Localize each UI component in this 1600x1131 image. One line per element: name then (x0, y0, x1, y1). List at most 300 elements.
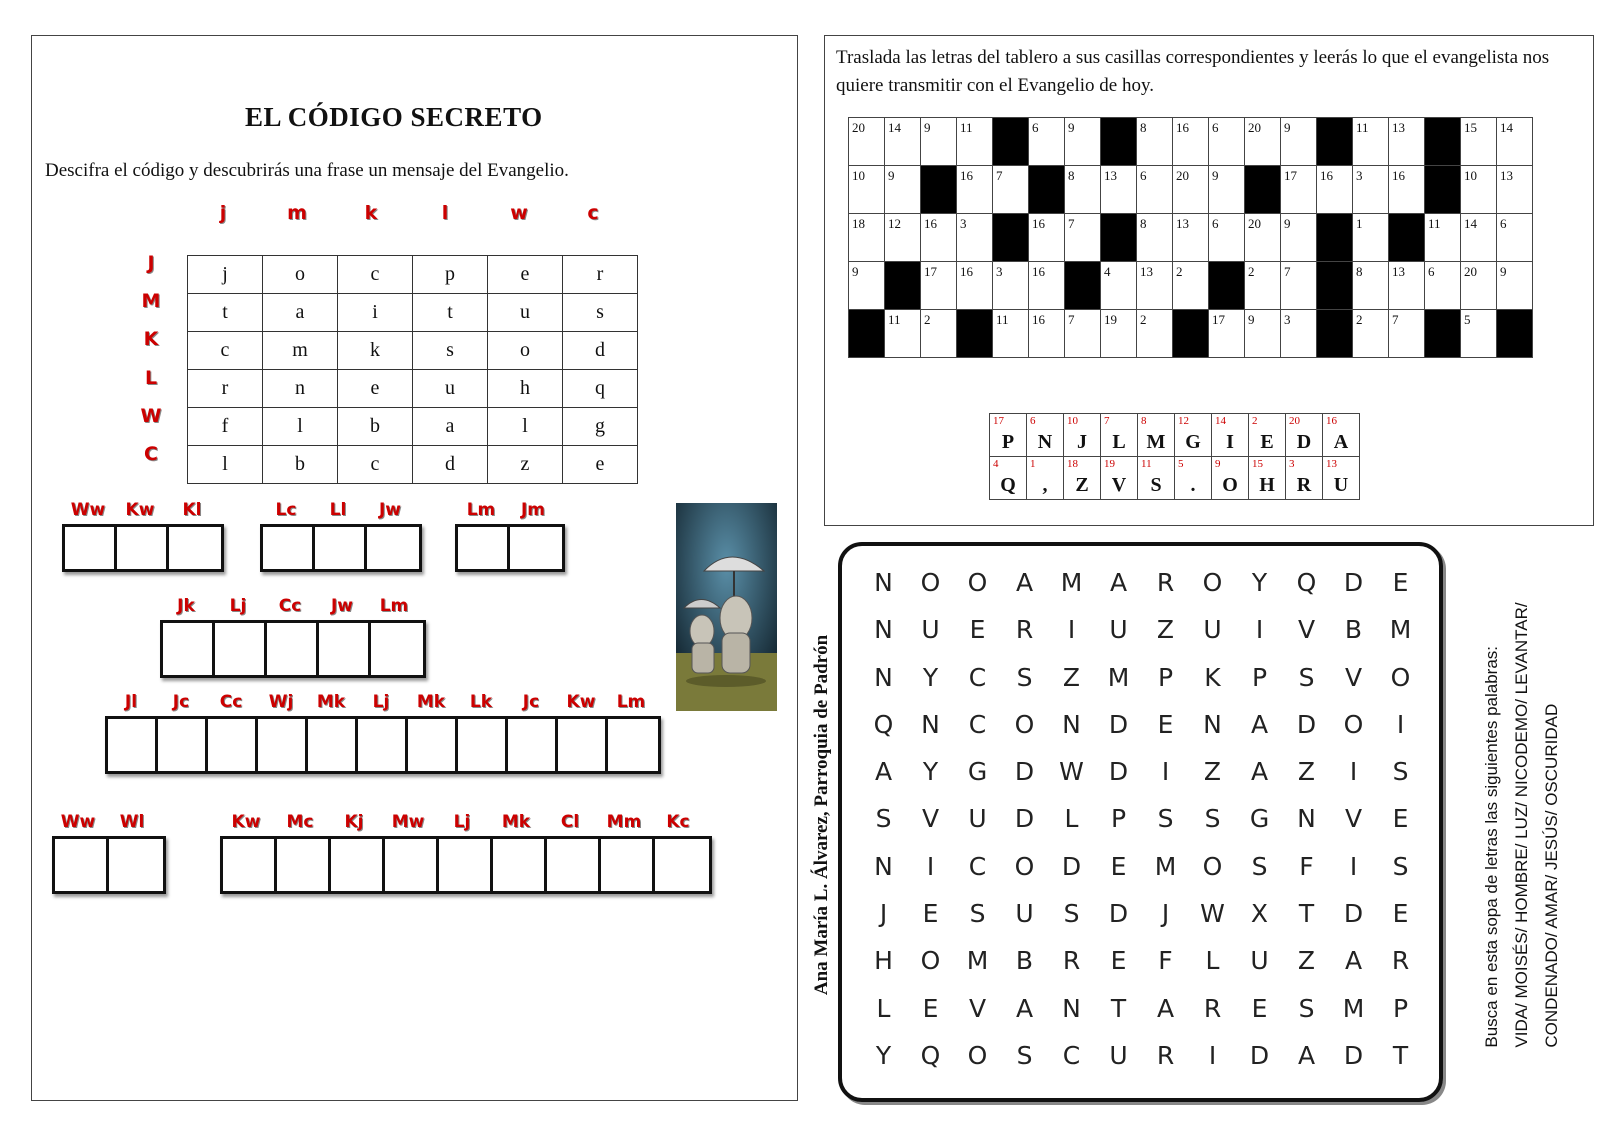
key-letter: I (1226, 431, 1234, 453)
word-search-letter[interactable]: S (1251, 851, 1268, 881)
numbered-cell[interactable]: 7 (993, 166, 1029, 214)
numbered-cell[interactable]: 8 (1137, 118, 1173, 166)
word-search-letter[interactable]: U (921, 615, 940, 645)
answer-box[interactable] (358, 719, 408, 771)
word-search-letter[interactable]: O (1390, 662, 1411, 692)
word-search-letter[interactable]: T (1110, 993, 1127, 1023)
cipher-row (188, 294, 638, 332)
word-search-letter[interactable]: F (1158, 946, 1173, 976)
word-search-letter[interactable]: R (1203, 993, 1222, 1023)
numbered-cell[interactable]: 13 (1101, 166, 1137, 214)
word-search-letter[interactable]: G (967, 757, 988, 787)
word-search-letter[interactable]: N (921, 709, 940, 739)
answer-box[interactable] (371, 623, 423, 675)
numbered-cell[interactable]: 7 (1281, 262, 1317, 310)
answer-box[interactable] (331, 839, 385, 891)
answer-box[interactable] (108, 719, 158, 771)
cipher-cell: b (338, 408, 413, 446)
word-search-letter[interactable]: F (1299, 851, 1314, 881)
word-search-letter[interactable]: S (1392, 851, 1409, 881)
answer-box[interactable] (163, 623, 215, 675)
numbered-cell[interactable]: 8 (1065, 166, 1101, 214)
numbered-cell[interactable]: 6 (1209, 118, 1245, 166)
numbered-cell[interactable]: 13 (1173, 214, 1209, 262)
word-search-letter[interactable]: S (1298, 662, 1315, 692)
code-label: Kw (566, 692, 596, 712)
numbered-cell[interactable]: 9 (1281, 214, 1317, 262)
word-search-letter[interactable]: S (1063, 899, 1080, 929)
key-cell (1212, 457, 1249, 500)
word-search-letter[interactable]: U (1250, 946, 1269, 976)
word-search-letter[interactable]: A (1015, 568, 1034, 597)
word-search-letter[interactable]: D (1108, 757, 1129, 787)
word-search-row (860, 757, 1424, 804)
key-number: 9 (1215, 458, 1221, 470)
numbered-cell[interactable]: 2 (921, 310, 957, 358)
numbered-cell[interactable]: 9 (1281, 118, 1317, 166)
word-search-letter[interactable]: Y (922, 662, 939, 692)
word-search-letter[interactable]: O (967, 568, 988, 597)
word-search-letter[interactable]: R (1015, 615, 1034, 645)
word-search-letter[interactable]: A (1015, 993, 1034, 1023)
answer-box[interactable] (65, 527, 117, 569)
code-label: Jl (124, 692, 138, 712)
numbered-cell[interactable]: 12 (885, 214, 921, 262)
numbered-cell[interactable]: 16 (1029, 214, 1065, 262)
word-search-letter[interactable]: C (968, 662, 987, 692)
word-search-letter[interactable]: S (1204, 804, 1221, 834)
word-search-letter[interactable]: Z (1297, 757, 1316, 787)
answer-box[interactable] (493, 839, 547, 891)
key-cell (1286, 414, 1323, 457)
word-search-letter[interactable]: D (1343, 899, 1364, 929)
numbered-cell[interactable]: 16 (1317, 166, 1353, 214)
code-label: Mc (286, 812, 314, 832)
numbered-cell[interactable]: 17 (921, 262, 957, 310)
numbered-cell[interactable]: 13 (1389, 262, 1425, 310)
answer-box[interactable] (319, 623, 371, 675)
numbered-cell[interactable]: 13 (1389, 118, 1425, 166)
numbered-cell[interactable]: 16 (1389, 166, 1425, 214)
word-search-letter[interactable]: N (874, 662, 893, 692)
word-search-letter[interactable]: H (874, 946, 893, 976)
cipher-cell: l (188, 446, 263, 484)
numbered-cell[interactable]: 16 (1029, 310, 1065, 358)
word-search-letter[interactable]: B (1015, 946, 1034, 976)
numbered-cell[interactable]: 9 (849, 262, 885, 310)
key-cell (1138, 414, 1175, 457)
word-search-letter[interactable]: O (1202, 851, 1223, 881)
numbered-cell[interactable]: 2 (1353, 310, 1389, 358)
word-search-letter[interactable]: N (874, 615, 893, 645)
word-search-letter[interactable]: Z (1297, 946, 1316, 976)
word-search-letter[interactable]: Z (1156, 615, 1175, 645)
answer-box[interactable] (277, 839, 331, 891)
answer-box[interactable] (508, 719, 558, 771)
answer-box[interactable] (223, 839, 277, 891)
word-search-letter[interactable]: M (1342, 993, 1365, 1023)
numbered-cell[interactable]: 7 (1065, 214, 1101, 262)
word-search-letter[interactable]: D (1296, 709, 1317, 739)
numbered-cell[interactable]: 16 (957, 262, 993, 310)
word-search-letter[interactable]: S (1392, 757, 1409, 787)
numbered-cell[interactable]: 7 (1389, 310, 1425, 358)
black-square (1317, 262, 1353, 310)
code-label: Kw (231, 812, 261, 832)
word-search-letter[interactable]: S (1016, 1040, 1033, 1070)
word-search-letter[interactable]: R (1156, 568, 1175, 597)
numbered-cell[interactable]: 17 (1281, 166, 1317, 214)
word-search-letter[interactable]: K (1204, 662, 1221, 692)
numbered-cell[interactable]: 9 (1497, 262, 1533, 310)
code-label: Kl (182, 500, 202, 520)
numbered-cell[interactable]: 11 (957, 118, 993, 166)
numbered-cell[interactable]: 16 (957, 166, 993, 214)
word-search-letter[interactable]: M (1060, 568, 1083, 597)
key-cell (990, 414, 1027, 457)
answer-box[interactable] (258, 719, 308, 771)
word-search-letter[interactable]: A (1250, 757, 1269, 787)
numbered-cell[interactable]: 6 (1137, 166, 1173, 214)
word-search-letter[interactable]: M (1154, 851, 1177, 881)
word-search-letter[interactable]: R (1391, 946, 1410, 976)
numbered-cell[interactable]: 13 (1137, 262, 1173, 310)
word-search-letter[interactable]: P (1392, 993, 1409, 1023)
word-search-instruction: Busca en esta sopa de letras las siguientes palabras: (1482, 645, 1501, 1048)
cipher-cell: n (263, 370, 338, 408)
word-search-letter[interactable]: D (1108, 899, 1129, 929)
numbered-cell[interactable]: 3 (993, 262, 1029, 310)
answer-box[interactable] (385, 839, 439, 891)
answer-box[interactable] (608, 719, 658, 771)
cipher-cell: e (488, 256, 563, 294)
word-search-letter[interactable]: A (1297, 1040, 1316, 1070)
numbered-cell[interactable]: 3 (1353, 166, 1389, 214)
word-search-letter[interactable]: G (1249, 804, 1270, 834)
word-search-letter[interactable]: E (922, 899, 939, 929)
word-search-letter[interactable]: R (1062, 946, 1081, 976)
numbered-cell[interactable]: 6 (1425, 262, 1461, 310)
numbered-cell[interactable]: 7 (1065, 310, 1101, 358)
word-search-letter[interactable]: Y (922, 757, 939, 787)
word-search-letter[interactable]: D (1343, 568, 1364, 597)
key-number: 12 (1178, 415, 1189, 427)
word-search-letter[interactable]: S (875, 804, 892, 834)
numbered-cell[interactable]: 18 (849, 214, 885, 262)
word-search-letter[interactable]: V (1297, 615, 1316, 645)
word-search-letter[interactable]: D (1249, 1040, 1270, 1070)
word-search-letter[interactable]: N (1203, 709, 1222, 739)
word-search-letter[interactable]: N (874, 851, 893, 881)
code-label: Kw (125, 500, 155, 520)
answer-box[interactable] (55, 839, 109, 891)
column-key: j (219, 202, 227, 224)
numbered-cell[interactable]: 2 (1173, 262, 1209, 310)
column-key: l (441, 202, 449, 224)
key-cell (1323, 414, 1360, 457)
word-search-letter[interactable]: O (967, 1040, 988, 1070)
secret-code-instruction: Descifra el código y descubrirás una frase un mensaje del Evangelio. (45, 160, 569, 181)
numbered-cell[interactable]: 6 (1209, 214, 1245, 262)
cipher-cell: t (188, 294, 263, 332)
word-search-letter[interactable]: O (1014, 709, 1035, 739)
word-search-letter[interactable]: V (1344, 662, 1363, 692)
word-search-letter[interactable]: S (969, 899, 986, 929)
word-search-letter[interactable]: P (1110, 804, 1127, 834)
cipher-row (188, 446, 638, 484)
row-key: L (144, 367, 158, 389)
word-search-letter[interactable]: O (920, 946, 941, 976)
word-search-letter[interactable]: X (1250, 899, 1269, 929)
word-search-letter[interactable]: S (1298, 993, 1315, 1023)
word-search-letter[interactable]: P (1157, 662, 1174, 692)
word-search-letter[interactable]: O (1202, 568, 1223, 597)
numbered-cell[interactable]: 3 (1281, 310, 1317, 358)
numbered-cell[interactable]: 20 (1461, 262, 1497, 310)
answer-box[interactable] (601, 839, 655, 891)
word-search-letter[interactable]: A (1344, 946, 1363, 976)
key-cell (1064, 457, 1101, 500)
numbered-cell[interactable]: 13 (1497, 166, 1533, 214)
word-search-letter[interactable]: I (926, 851, 935, 881)
numbered-cell[interactable]: 20 (1245, 118, 1281, 166)
cipher-cell: s (413, 332, 488, 370)
numbered-cell[interactable]: 14 (885, 118, 921, 166)
code-label: Mw (391, 812, 425, 832)
numbered-cell[interactable]: 19 (1101, 310, 1137, 358)
answer-box[interactable] (109, 839, 163, 891)
word-search-letter[interactable]: W (1059, 757, 1084, 787)
word-search-letter[interactable]: C (968, 709, 987, 739)
word-search-letter[interactable]: I (1255, 615, 1264, 645)
word-search-letter[interactable]: N (1062, 709, 1081, 739)
answer-box-row (62, 524, 224, 572)
numbered-cell[interactable]: 9 (885, 166, 921, 214)
word-search-letter[interactable]: D (1343, 1040, 1364, 1070)
key-cell (1249, 457, 1286, 500)
code-label: Ll (329, 500, 347, 520)
key-number: 7 (1104, 415, 1110, 427)
word-search-letter[interactable]: Z (1062, 662, 1081, 692)
black-square (1173, 310, 1209, 358)
code-label: Lc (275, 500, 297, 520)
word-search-letter[interactable]: O (1014, 851, 1035, 881)
black-square (1317, 118, 1353, 166)
numbered-cell[interactable]: 11 (993, 310, 1029, 358)
word-search-letter[interactable]: A (1250, 709, 1269, 739)
word-search-letter[interactable]: M (1107, 662, 1130, 692)
word-search-letter[interactable]: N (1297, 804, 1316, 834)
answer-box[interactable] (655, 839, 709, 891)
numbered-cell[interactable]: 2 (1137, 310, 1173, 358)
answer-box[interactable] (208, 719, 258, 771)
word-search-letter[interactable]: O (920, 568, 941, 597)
answer-box[interactable] (267, 623, 319, 675)
numbered-cell[interactable]: 3 (957, 214, 993, 262)
word-search-letter[interactable]: B (1344, 615, 1363, 645)
key-cell (1249, 414, 1286, 457)
word-search-letter[interactable]: D (1014, 757, 1035, 787)
word-search-letter[interactable]: V (921, 804, 940, 834)
answer-box[interactable] (308, 719, 358, 771)
word-search-letter[interactable]: E (1392, 899, 1409, 929)
key-cell (1212, 414, 1249, 457)
word-search-letter[interactable]: T (1298, 899, 1315, 929)
numbered-cell[interactable]: 8 (1137, 214, 1173, 262)
numbered-cell[interactable]: 14 (1497, 118, 1533, 166)
cipher-cell: b (263, 446, 338, 484)
answer-box-row (105, 716, 661, 774)
word-search-letter[interactable]: Y (1251, 568, 1268, 597)
word-search-letter[interactable]: U (1109, 1040, 1128, 1070)
numbered-cell[interactable]: 11 (885, 310, 921, 358)
numbered-cell[interactable]: 9 (921, 118, 957, 166)
cipher-cell: l (263, 408, 338, 446)
numbered-cell[interactable]: 20 (1245, 214, 1281, 262)
word-search-letter[interactable]: S (1157, 804, 1174, 834)
numbered-cell[interactable]: 4 (1101, 262, 1137, 310)
answer-box[interactable] (263, 527, 315, 569)
answer-box[interactable] (117, 527, 169, 569)
word-search-letter[interactable]: I (1349, 757, 1358, 787)
word-search-letter[interactable]: U (1109, 615, 1128, 645)
word-search-letter[interactable]: E (1392, 804, 1409, 834)
word-search-letter[interactable]: S (1016, 662, 1033, 692)
word-search-letter[interactable]: J (879, 899, 888, 929)
word-search-letter[interactable]: N (1062, 993, 1081, 1023)
numbered-cell[interactable]: 20 (849, 118, 885, 166)
word-search-letter[interactable]: E (1392, 568, 1409, 597)
numbered-cell[interactable]: 9 (1209, 166, 1245, 214)
word-search-letter[interactable]: E (1110, 946, 1127, 976)
cipher-cell: a (263, 294, 338, 332)
word-search-letter[interactable]: W (1200, 899, 1225, 929)
word-search-letter[interactable]: C (968, 851, 987, 881)
word-search-letter[interactable]: A (1156, 993, 1175, 1023)
word-search-letter[interactable]: V (968, 993, 987, 1023)
cipher-cell: q (563, 370, 638, 408)
answer-box[interactable] (510, 527, 562, 569)
answer-box[interactable] (215, 623, 267, 675)
word-search-letter[interactable]: I (1067, 615, 1076, 645)
black-square (1245, 166, 1281, 214)
word-search-letter[interactable]: N (874, 568, 893, 597)
numbered-cell[interactable]: 16 (1029, 262, 1065, 310)
numbered-cell[interactable]: 17 (1209, 310, 1245, 358)
word-search-letter[interactable]: E (1251, 993, 1268, 1023)
numbered-cell[interactable]: 8 (1353, 262, 1389, 310)
numbered-cell[interactable]: 11 (1353, 118, 1389, 166)
word-search-letter[interactable]: L (876, 993, 891, 1023)
word-search-letter[interactable]: U (1015, 899, 1034, 929)
word-search-letter[interactable]: I (1161, 757, 1170, 787)
numbered-cell[interactable]: 14 (1461, 214, 1497, 262)
key-letter: A (1333, 431, 1349, 453)
answer-box[interactable] (558, 719, 608, 771)
key-cell (1286, 457, 1323, 500)
numbered-cell[interactable]: 1 (1353, 214, 1389, 262)
word-search-letter[interactable]: O (1343, 709, 1364, 739)
answer-box[interactable] (547, 839, 601, 891)
cipher-row (188, 408, 638, 446)
answer-box[interactable] (458, 719, 508, 771)
word-search-letter[interactable]: Q (1296, 568, 1317, 597)
word-search-letter[interactable]: M (1389, 615, 1412, 645)
word-search-letter[interactable]: P (1251, 662, 1268, 692)
word-search-letter[interactable]: R (1156, 1040, 1175, 1070)
word-search-letter[interactable]: I (1208, 1040, 1217, 1070)
word-search-letter[interactable]: C (1062, 1040, 1081, 1070)
word-search-letter[interactable]: D (1061, 851, 1082, 881)
word-search-letter[interactable]: U (1203, 615, 1222, 645)
word-list-line-1: VIDA/ MOISÉS/ HOMBRE/ LUZ/ NICODEMO/ LEVANTAR/ (1512, 602, 1531, 1048)
numbered-cell[interactable]: 10 (849, 166, 885, 214)
numbered-cell[interactable]: 11 (1425, 214, 1461, 262)
word-search-letter[interactable]: Z (1203, 757, 1222, 787)
key-letter: E (1260, 431, 1274, 453)
column-key: k (364, 202, 378, 224)
answer-box[interactable] (458, 527, 510, 569)
answer-box[interactable] (367, 527, 419, 569)
numbered-cell[interactable]: 6 (1029, 118, 1065, 166)
numbered-cell[interactable]: 9 (1065, 118, 1101, 166)
key-number: 1 (1030, 458, 1036, 470)
numbered-cell[interactable]: 6 (1497, 214, 1533, 262)
word-search-letter[interactable]: I (1396, 709, 1405, 739)
word-search-letter[interactable]: D (1014, 804, 1035, 834)
numbered-cell[interactable]: 10 (1461, 166, 1497, 214)
answer-box[interactable] (408, 719, 458, 771)
numbered-cell[interactable]: 20 (1173, 166, 1209, 214)
word-search-letter[interactable]: M (966, 946, 989, 976)
word-search-letter[interactable]: V (1344, 804, 1363, 834)
numbered-cell[interactable]: 15 (1461, 118, 1497, 166)
numbered-cell[interactable]: 16 (1173, 118, 1209, 166)
word-search-letter[interactable]: E (922, 993, 939, 1023)
numbered-cell[interactable]: 16 (921, 214, 957, 262)
black-square (921, 166, 957, 214)
numbered-cell[interactable]: 5 (1461, 310, 1497, 358)
word-search-letter[interactable]: A (874, 757, 893, 787)
word-search-letter[interactable]: Q (873, 709, 894, 739)
black-square (1389, 214, 1425, 262)
word-search-letter[interactable]: J (1161, 899, 1170, 929)
key-cell (1175, 414, 1212, 457)
answer-box[interactable] (169, 527, 221, 569)
word-search-letter[interactable]: L (1205, 946, 1220, 976)
word-search-letter[interactable]: U (968, 804, 987, 834)
word-search-letter[interactable]: E (1110, 851, 1127, 881)
word-search-letter[interactable]: I (1349, 851, 1358, 881)
cipher-cell: c (188, 332, 263, 370)
answer-box[interactable] (315, 527, 367, 569)
numbered-cell[interactable]: 2 (1245, 262, 1281, 310)
code-label: Ww (70, 500, 106, 520)
word-search-letter[interactable]: L (1064, 804, 1079, 834)
word-search-letter[interactable]: D (1108, 709, 1129, 739)
word-search-letter[interactable]: E (1157, 709, 1174, 739)
numbered-cell[interactable]: 9 (1245, 310, 1281, 358)
word-search-letter[interactable]: T (1392, 1040, 1409, 1070)
word-search-letter[interactable]: A (1109, 568, 1128, 597)
answer-box[interactable] (439, 839, 493, 891)
code-label: Jw (378, 500, 402, 520)
word-search-letter[interactable]: Q (920, 1040, 941, 1070)
word-search-letter[interactable]: E (969, 615, 986, 645)
answer-box[interactable] (158, 719, 208, 771)
word-search-letter[interactable]: Y (875, 1040, 892, 1070)
row-key: J (147, 252, 155, 274)
